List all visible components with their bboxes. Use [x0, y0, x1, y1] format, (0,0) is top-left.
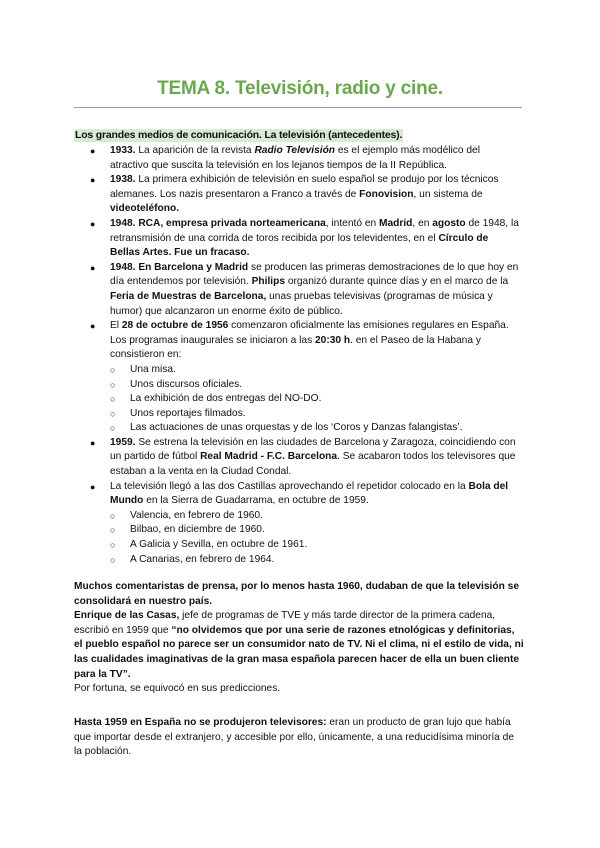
- bullet-icon: ●: [90, 262, 96, 273]
- item-emphasis: Bola del Mundo: [110, 480, 509, 507]
- item-emphasis: 20:30 h: [315, 334, 351, 346]
- item-emphasis: agosto: [432, 217, 466, 229]
- item-text: El: [110, 320, 122, 332]
- sub-item-text: Las actuaciones de unas orquestas y de los ‘Coros y Danzas falangistas’.: [130, 422, 463, 434]
- list-item: [90, 217, 520, 261]
- item-text: comenzaron oficialmente las emisiones regulares en España. Los programas inaugurales se iniciaron a las: [110, 320, 509, 346]
- list-item: [90, 480, 520, 509]
- circle-bullet-icon: ○: [110, 394, 116, 405]
- section-heading: Los grandes medios de comunicación. La televisión (antecedentes).: [75, 129, 403, 141]
- item-text: Se estrena la televisión en las ciudades de Barcelona y Zaragoza, coincidiendo con un partido de fútbol: [110, 436, 516, 463]
- item-year: 1933.: [110, 145, 136, 156]
- item-emphasis: Real Madrid - F.C. Barcelona: [200, 451, 338, 463]
- item-text: La televisión llegó a las dos Castillas aprovechando el repetidor colocado en la: [110, 480, 469, 492]
- sub-list-item: [90, 509, 520, 524]
- item-magazine: Radio Televisión: [254, 145, 336, 156]
- sub-item-text: Bilbao, en diciembre de 1960.: [130, 524, 265, 536]
- paragraph-lead: Hasta 1959 en España no se produjeron televisores:: [74, 717, 327, 728]
- sub-item-text: Unos reportajes filmados.: [130, 407, 246, 419]
- page-title: TEMA 8. Televisión, radio y cine.: [157, 78, 443, 99]
- list-item: [90, 261, 520, 319]
- sub-list-item: [90, 553, 520, 568]
- item-year: 1948. En Barcelona y Madrid: [110, 261, 249, 273]
- circle-bullet-icon: ○: [110, 554, 116, 565]
- paragraph-name: Enrique de las Casas,: [74, 610, 180, 622]
- sub-item-text: A Canarias, en febrero de 1964.: [130, 553, 275, 565]
- circle-bullet-icon: ○: [110, 364, 116, 375]
- bullet-icon: ●: [90, 146, 96, 156]
- circle-bullet-icon: ○: [110, 408, 116, 419]
- item-text: unas pruebas televisivas (programas de música y humor) que alcanzaron un enorme éxito de público.: [110, 290, 493, 317]
- sub-list-item: [90, 392, 520, 407]
- sub-item-text: Una misa.: [130, 363, 176, 375]
- paragraph-quote: “no olvidemos que por una serie de razones etnológicas y definitorias, el pueblo español no parece ser un consumidor nato de TV. Ni el clima, ni el estilo de vida, ni las cualidades imaginativas de la gran masa española parecen hacer de ella un buen cliente para la TV”.: [74, 624, 524, 680]
- paragraph-predictions: [74, 580, 524, 697]
- bullet-icon: ●: [90, 218, 96, 229]
- bullet-icon: ●: [90, 481, 96, 492]
- sub-list-item: [90, 523, 520, 538]
- circle-bullet-icon: ○: [110, 510, 116, 521]
- paragraph-imports: [74, 716, 524, 760]
- item-emphasis: Círculo de Bellas Artes. Fue un fracaso.: [110, 232, 489, 259]
- sub-item-text: La exhibición de dos entregas del NO-DO.: [130, 393, 322, 405]
- bullet-icon: ●: [90, 321, 96, 332]
- sub-list-item: [90, 407, 520, 422]
- circle-bullet-icon: ○: [110, 379, 116, 390]
- item-text: . en el Paseo de la Habana y consistieron en:: [110, 334, 481, 361]
- item-text: La primera exhibición de televisión en suelo español se produjo por los técnicos alemanes. Los nazis presentaron a Franco a través de: [110, 174, 499, 200]
- item-text: , en: [412, 217, 433, 229]
- item-text: en la Sierra de Guadarrama, en octubre de 1959.: [143, 495, 369, 507]
- item-text: La aparición de la revista: [135, 145, 255, 156]
- paragraph-text: jefe de programas de TVE y más tarde director de la primera cadena, escribió en 1959 que: [74, 610, 496, 636]
- circle-bullet-icon: ○: [110, 423, 116, 434]
- list-item: [90, 319, 520, 363]
- sub-item-text: A Galicia y Sevilla, en octubre de 1961.: [130, 539, 308, 551]
- item-text: organizó durante quince días y en el marco de la: [285, 276, 509, 288]
- item-text: de 1948, la retransmisión de una corrida de toros recibida por los televidentes, en el: [110, 217, 519, 244]
- item-text: es el ejemplo más modélico del atractivo que suscita la televisión en los lejanos tiempos de la II República.: [110, 145, 480, 171]
- sub-item-text: Unos discursos oficiales.: [130, 378, 243, 390]
- bullet-icon: ●: [90, 437, 96, 448]
- circle-bullet-icon: ○: [110, 525, 116, 536]
- sub-list-item: [90, 421, 520, 436]
- sub-list-item: [90, 378, 520, 393]
- item-text: se producen las primeras demostraciones de lo que hoy en día entendemos por televisión.: [110, 261, 519, 288]
- item-emphasis: 28 de octubre de 1956: [121, 320, 229, 332]
- item-emphasis: Feria de Muestras de Barcelona,: [110, 290, 267, 302]
- title-divider: [74, 107, 522, 108]
- item-emphasis: Madrid: [379, 217, 413, 229]
- item-emphasis: Philips: [251, 276, 285, 288]
- paragraph-lead: Muchos comentaristas de prensa, por lo menos hasta 1960, dudaban de que la televisión se consolidará en nuestro país.: [74, 581, 519, 607]
- list-item: [90, 144, 520, 173]
- sub-list-item: [90, 538, 520, 553]
- bullet-list: [90, 144, 520, 567]
- item-emphasis: Fonovision: [359, 188, 414, 200]
- item-year: 1938.: [110, 174, 136, 186]
- paragraph-text: eran un producto de gran lujo que había que importar desde el extranjero, y accesible por ello, únicamente, a una reducidísima minoría de la población.: [74, 717, 514, 758]
- list-item: [90, 436, 520, 480]
- paragraph-text: Por fortuna, se equivocó en sus predicciones.: [74, 683, 281, 695]
- item-text: , un sistema de: [413, 188, 483, 200]
- bullet-icon: ●: [90, 175, 96, 186]
- item-text: , intentó en: [325, 217, 379, 229]
- item-year: 1948. RCA, empresa privada norteamericana: [110, 217, 326, 229]
- circle-bullet-icon: ○: [110, 540, 116, 551]
- list-item: [90, 173, 520, 217]
- sub-item-text: Valencia, en febrero de 1960.: [130, 509, 263, 521]
- sub-list-item: [90, 363, 520, 378]
- item-year: 1959.: [110, 436, 136, 448]
- item-text: . Se acabaron todos los televisores que estaban a la venta en la Ciudad Condal.: [110, 451, 516, 478]
- item-emphasis: videoteléfono.: [110, 203, 180, 215]
